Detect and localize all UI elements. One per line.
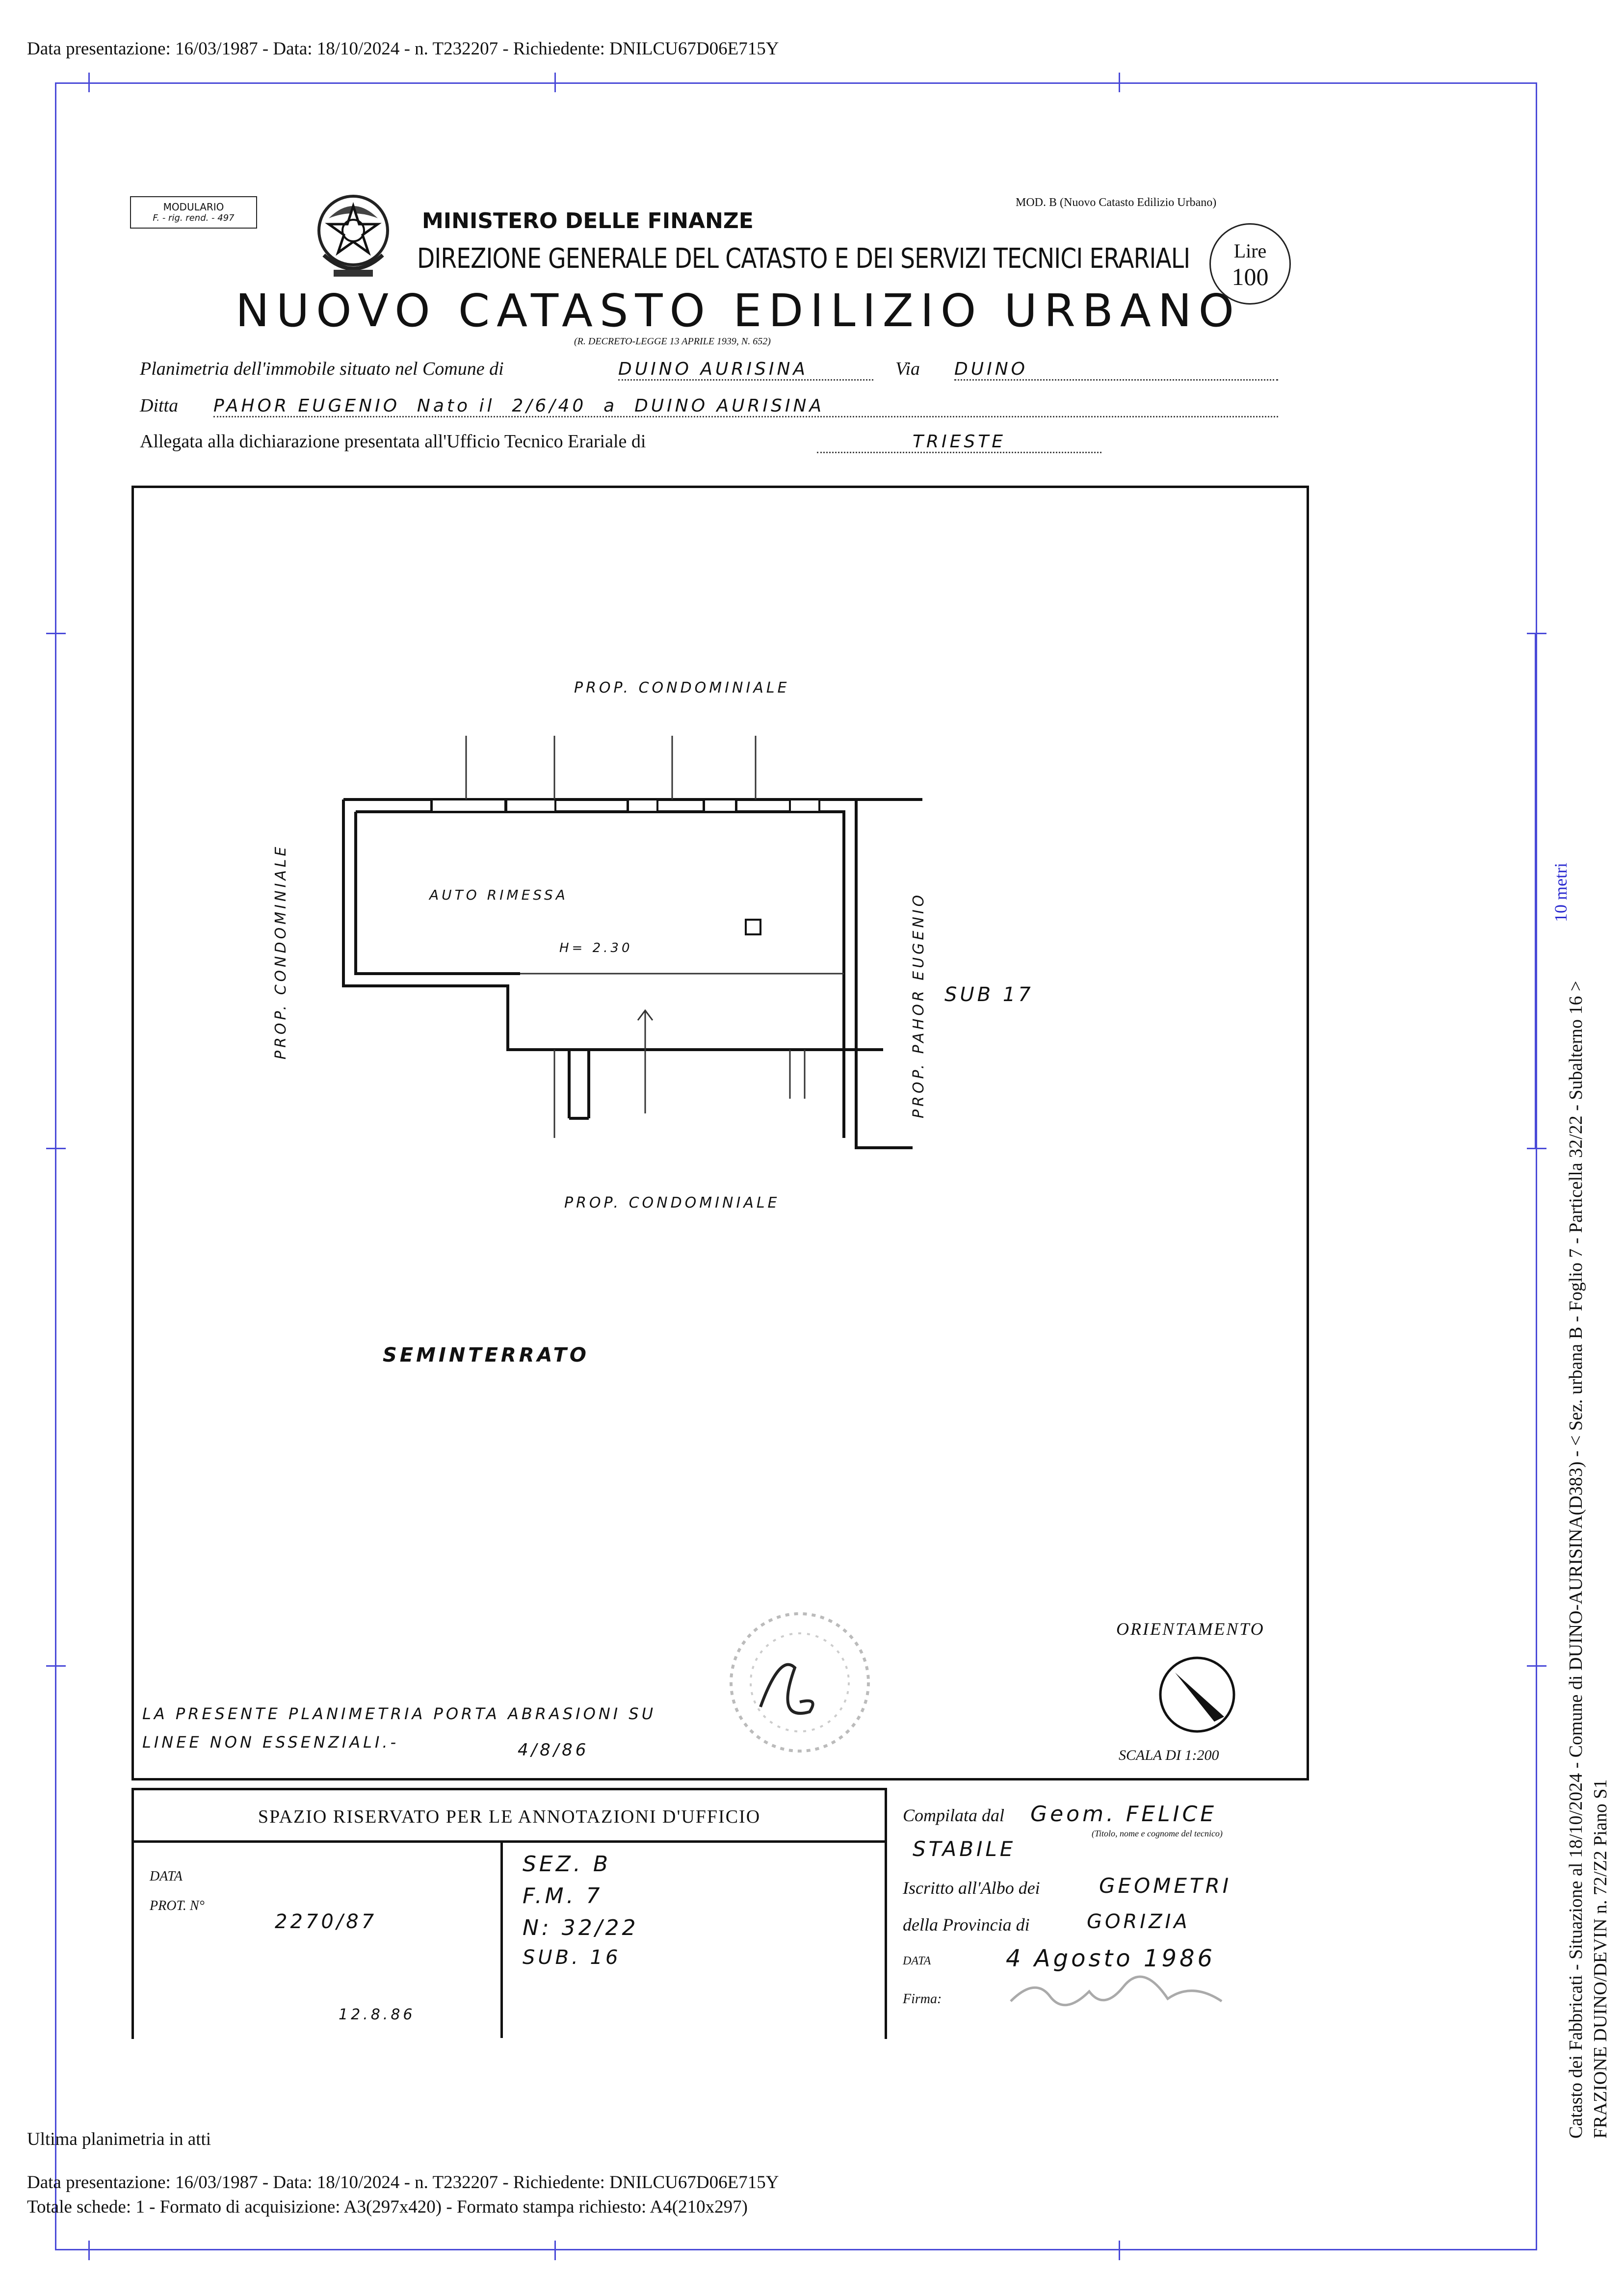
label-bottom-prop: PROP. CONDOMINIALE <box>564 1194 780 1212</box>
scale-bar-label: 10 metri <box>1551 863 1571 922</box>
modulario-box <box>130 196 257 229</box>
row-comune <box>140 358 1278 387</box>
iscritto-label: Iscritto all'Albo dei <box>903 1878 1040 1898</box>
duty-stamp-currency: Lire <box>1233 240 1267 262</box>
row-ditta-value: PAHOR EUGENIO Nato il 2/6/40 a DUINO AURISINA <box>213 396 1278 417</box>
scale-bar <box>1535 633 1536 1148</box>
row-comune-value: DUINO AURISINA <box>618 359 873 381</box>
side-info-line2: FRAZIONE DUINO/DEVIN n. 72/Z2 Piano S1 <box>1590 1779 1611 2139</box>
row-via-value: DUINO <box>954 359 1278 381</box>
row-ufficio <box>140 431 1278 460</box>
ministry-title: MINISTERO DELLE FINANZE <box>422 208 754 233</box>
office-seal-icon <box>726 1599 873 1766</box>
label-top-prop: PROP. CONDOMINIALE <box>574 679 790 697</box>
reserved-body <box>131 1840 887 2039</box>
wall-right-outer <box>856 800 913 1148</box>
reserved-divider <box>500 1842 503 2038</box>
footer-line2: Totale schede: 1 - Formato di acquisizione: A3(297x420) - Formato stampa richiesto: A4(210x297) <box>27 2197 748 2217</box>
side-info-line1: Catasto dei Fabbricati - Situazione al 18/10/2024 - Comune di DUINO-AURISINA(D383) - < Sez. urbana B - Foglio 7 - Particella 32/22 - Subalterno 16 > <box>1566 980 1586 2139</box>
titolo-hint: (Titolo, nome e cognome del tecnico) <box>1092 1829 1223 1838</box>
level-label: SEMINTERRATO <box>383 1344 589 1367</box>
fm-value: F.M. 7 <box>523 1883 603 1909</box>
reserved-header <box>131 1788 887 1844</box>
footer-last: Ultima planimetria in atti <box>27 2129 211 2149</box>
row-ditta-label: Ditta <box>140 395 179 416</box>
provincia-value: GORIZIA <box>1087 1910 1190 1933</box>
sub-17-label: SUB 17 <box>944 983 1034 1006</box>
row-ufficio-label: Allegata alla dichiarazione presentata all'Ufficio Tecnico Erariale di <box>140 431 646 452</box>
room-height: H= 2.30 <box>559 941 633 955</box>
data2-label: DATA <box>903 1955 931 1967</box>
provincia-label: della Provincia di <box>903 1915 1030 1935</box>
label-right-prop: PROP. PAHOR EUGENIO <box>910 892 927 1118</box>
compilata-label: Compilata dal <box>903 1806 1005 1825</box>
model-ref: MOD. B (Nuovo Catasto Edilizio Urbano) <box>1016 196 1217 209</box>
data2-value: 4 Agosto 1986 <box>1006 1945 1216 1972</box>
abrasion-note-line1: LA PRESENTE PLANIMETRIA PORTA ABRASIONI SU <box>142 1704 656 1723</box>
stamp-date: 12.8.86 <box>339 2006 416 2023</box>
pillar <box>746 920 760 934</box>
header-line: Data presentazione: 16/03/1987 - Data: 18/10/2024 - n. T232207 - Richiedente: DNILCU67D06E715Y <box>27 39 779 59</box>
n-value: N: 32/22 <box>523 1915 639 1940</box>
row-via-label: Via <box>895 359 920 379</box>
north-arrow-icon <box>1155 1653 1239 1736</box>
abrasion-note-line2: LINEE NON ESSENZIALI.- <box>142 1733 399 1752</box>
side-info <box>1565 736 1619 2139</box>
modulario-label: MODULARIO <box>163 201 224 213</box>
window <box>432 800 505 812</box>
firma-label: Firma: <box>903 1991 942 2007</box>
main-title: NUOVO CATASTO EDILIZIO URBANO <box>236 284 1241 337</box>
compilata-value: Geom. FELICE <box>1030 1802 1217 1827</box>
scale-label: SCALA DI 1:200 <box>1119 1747 1219 1763</box>
iscritto-value: GEOMETRI <box>1099 1874 1232 1898</box>
duty-stamp <box>1209 223 1291 305</box>
label-left-prop-wrap <box>272 814 294 1059</box>
compilata-name2: STABILE <box>913 1837 1016 1861</box>
signature-icon <box>1006 1972 1227 2016</box>
prot-value: 2270/87 <box>275 1910 377 1933</box>
sub-value: SUB. 16 <box>523 1946 621 1969</box>
sez-value: SEZ. B <box>523 1852 611 1877</box>
decree-ref: (R. DECRETO-LEGGE 13 APRILE 1939, N. 652) <box>574 336 771 347</box>
abrasion-note-date: 4/8/86 <box>518 1740 589 1760</box>
prot-label: PROT. N° <box>150 1898 205 1913</box>
republic-emblem-icon <box>314 189 393 282</box>
room-name: AUTO RIMESSA <box>429 887 568 903</box>
reserved-title: SPAZIO RISERVATO PER LE ANNOTAZIONI D'UFFICIO <box>258 1806 761 1827</box>
modulario-code: F. - rig. rend. - 497 <box>153 213 235 223</box>
row-comune-label: Planimetria dell'immobile situato nel Comune di <box>140 359 504 379</box>
duty-stamp-value: 100 <box>1231 263 1269 290</box>
direction-title: DIREZIONE GENERALE DEL CATASTO E DEI SERVIZI TECNICI ERARIALI <box>417 243 1190 275</box>
row-ufficio-value: TRIESTE <box>817 432 1101 453</box>
footer-line1: Data presentazione: 16/03/1987 - Data: 18/10/2024 - n. T232207 - Richiedente: DNILCU67D06E715Y <box>27 2172 779 2193</box>
wall-outer <box>343 800 883 1050</box>
orientation-label: ORIENTAMENTO <box>1116 1619 1265 1639</box>
row-ditta <box>140 395 1278 424</box>
label-left-prop: PROP. CONDOMINIALE <box>272 844 289 1059</box>
data-label: DATA <box>150 1869 183 1884</box>
